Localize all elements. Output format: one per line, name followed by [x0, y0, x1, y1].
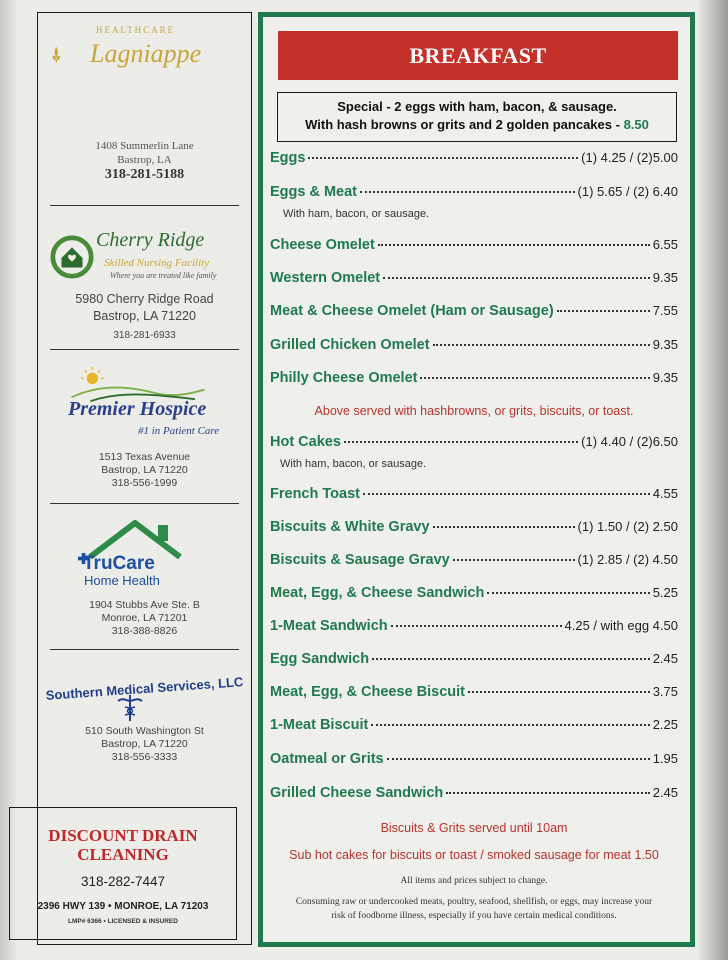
- menu-item-price: 6.55: [652, 237, 678, 252]
- sponsor-divider: [50, 649, 239, 650]
- menu-item-price: 4.25 / with egg 4.50: [564, 618, 678, 633]
- dot-leader: [387, 758, 650, 760]
- eggs-meat-note: With ham, bacon, or sausage.: [283, 208, 430, 220]
- menu-item-name: 1-Meat Sandwich: [270, 618, 388, 634]
- menu-item-price: 9.35: [652, 270, 678, 285]
- menu-item-price: 3.75: [652, 684, 678, 699]
- dot-leader: [378, 244, 650, 246]
- premier-phone: 318-556-1999: [111, 477, 178, 489]
- menu-item-price: 5.25: [652, 585, 678, 600]
- menu-item: [270, 618, 678, 640]
- menu-item-price: 2.45: [652, 785, 678, 800]
- menu-item: [270, 585, 678, 607]
- menu-item: [270, 434, 678, 456]
- page-shadow-right: [698, 0, 728, 960]
- menu-item-name: Oatmeal or Grits: [270, 751, 384, 767]
- menu-item-name: Biscuits & White Gravy: [270, 519, 430, 535]
- menu-item-price: (1) 5.65 / (2) 6.40: [577, 184, 678, 199]
- dot-leader: [360, 191, 575, 193]
- dot-leader: [487, 592, 649, 594]
- hot-cakes-note: With ham, bacon, or sausage.: [280, 458, 427, 470]
- menu-item-name: 1-Meat Biscuit: [270, 717, 369, 733]
- southern-medical-logo-name: Southern Medical Services, LLC: [45, 674, 244, 703]
- menu-item: [270, 785, 678, 807]
- trucare-logo-name: TruCare: [83, 553, 155, 574]
- special-line-2: With hash browns or grits and 2 golden pancakes - 8.50: [305, 117, 649, 132]
- trucare-phone: 318-388-8826: [111, 625, 178, 637]
- fine-print-2: Consuming raw or undercooked meats, poultry, seafood, shellfish, or eggs, may increase your: [295, 897, 653, 907]
- menu-item-price: 4.55: [652, 486, 678, 501]
- menu-item: [270, 337, 678, 359]
- menu-item-name: Grilled Chicken Omelet: [270, 337, 430, 353]
- menu-item: [270, 237, 678, 259]
- drain-title-2: CLEANING: [77, 845, 169, 864]
- menu-item: [270, 150, 678, 172]
- menu-item-name: Eggs: [270, 150, 306, 166]
- premier-address-1: 1513 Texas Avenue: [98, 451, 191, 463]
- trucare-sub: Home Health: [84, 573, 160, 588]
- sponsor-divider: [50, 205, 239, 206]
- menu-item-price: 9.35: [652, 370, 678, 385]
- menu-item: [270, 751, 678, 773]
- caduceus-icon: [115, 693, 145, 723]
- menu-item-name: Eggs & Meat: [270, 184, 358, 200]
- dot-leader: [446, 792, 649, 794]
- fine-print-3: risk of foodborne illness, especially if you have certain medical conditions.: [331, 911, 617, 921]
- dot-leader: [383, 277, 650, 279]
- cherry-ridge-sub: Skilled Nursing Facility: [104, 257, 210, 269]
- cherry-ridge-phone: 318-281-6933: [113, 330, 176, 341]
- special-price: 8.50: [623, 117, 649, 132]
- menu-item-name: Philly Cheese Omelet: [270, 370, 418, 386]
- lagniappe-phone: 318-281-5188: [104, 167, 185, 182]
- menu-item: [270, 552, 678, 574]
- drain-address: 2396 HWY 139 • MONROE, LA 71203: [37, 901, 209, 912]
- menu-item: [270, 303, 678, 325]
- sponsor-divider: [50, 503, 239, 504]
- lagniappe-address-1: 1408 Summerlin Lane: [95, 140, 194, 152]
- cherry-ridge-address-1: 5980 Cherry Ridge Road: [75, 292, 214, 306]
- menu-item-price: 7.55: [652, 303, 678, 318]
- trucare-address-2: Monroe, LA 71201: [101, 612, 188, 624]
- menu-item-name: Meat, Egg, & Cheese Biscuit: [270, 684, 465, 700]
- house-heart-icon: [50, 235, 94, 279]
- sponsor-column: [37, 12, 252, 945]
- special-line-1: Special - 2 eggs with ham, bacon, & sausage.: [337, 99, 617, 114]
- menu-item-name: Meat & Cheese Omelet (Ham or Sausage): [270, 303, 554, 319]
- dot-leader: [433, 344, 650, 346]
- trucare-address-1: 1904 Stubbs Ave Ste. B: [89, 599, 200, 611]
- menu-item: [270, 519, 678, 541]
- dot-leader: [308, 157, 578, 159]
- southern-address-1: 510 South Washington St: [85, 725, 204, 737]
- menu-item: [270, 651, 678, 673]
- menu-item-name: Hot Cakes: [270, 434, 341, 450]
- breakfast-title: BREAKFAST: [278, 31, 678, 80]
- southern-phone: 318-556-3333: [111, 751, 178, 763]
- cherry-ridge-tagline: Where you are treated like family: [110, 271, 217, 280]
- lagniappe-top-word: HEALTHCARE: [96, 25, 176, 35]
- cherry-ridge-logo-name: Cherry Ridge: [96, 229, 205, 251]
- menu-item: [270, 486, 678, 508]
- menu-item-name: Western Omelet: [270, 270, 381, 286]
- menu-item: [270, 370, 678, 392]
- drain-phone: 318-282-7447: [80, 874, 166, 889]
- menu-item-name: Egg Sandwich: [270, 651, 370, 667]
- menu-item: [270, 684, 678, 706]
- menu-item-price: (1) 4.25 / (2)5.00: [581, 150, 678, 165]
- dot-leader: [433, 526, 575, 528]
- cherry-ridge-address-2: Bastrop, LA 71220: [93, 309, 196, 323]
- menu-item-name: Cheese Omelet: [270, 237, 375, 253]
- dot-leader: [371, 724, 649, 726]
- dot-leader: [420, 377, 649, 379]
- drain-title-1: DISCOUNT DRAIN: [48, 826, 198, 845]
- menu-item-price: 1.95: [652, 751, 678, 766]
- dot-leader: [344, 441, 578, 443]
- drain-license: LMP# 6366 • LICENSED & INSURED: [68, 918, 178, 925]
- menu-item-price: 9.35: [652, 337, 678, 352]
- menu-item: [270, 717, 678, 739]
- menu-item: [270, 184, 678, 206]
- footer-note-1: Biscuits & Grits served until 10am: [380, 821, 568, 835]
- menu-item-price: (1) 4.40 / (2)6.50: [581, 434, 678, 449]
- southern-address-2: Bastrop, LA 71220: [101, 738, 188, 750]
- dot-leader: [453, 559, 575, 561]
- menu-item-name: Biscuits & Sausage Gravy: [270, 552, 450, 568]
- served-with-note: Above served with hashbrowns, or grits, biscuits, or toast.: [314, 404, 634, 418]
- menu-item-name: French Toast: [270, 486, 360, 502]
- dot-leader: [363, 493, 650, 495]
- menu-item-price: 2.25: [652, 717, 678, 732]
- premier-address-2: Bastrop, LA 71220: [101, 464, 188, 476]
- dot-leader: [391, 625, 562, 627]
- lagniappe-address-2: Bastrop, LA: [117, 154, 172, 166]
- premier-hospice-tagline: #1 in Patient Care: [138, 425, 220, 437]
- menu-item: [270, 270, 678, 292]
- dot-leader: [557, 310, 650, 312]
- discount-drain-ad: [9, 807, 237, 940]
- sponsor-divider: [50, 349, 239, 350]
- lagniappe-logo-name: Lagniappe: [90, 39, 202, 68]
- menu-item-price: (1) 1.50 / (2) 2.50: [577, 519, 678, 534]
- premier-hospice-logo-name: Premier Hospice: [68, 398, 207, 420]
- special-box: [277, 92, 677, 142]
- dot-leader: [468, 691, 650, 693]
- menu-item-name: Meat, Egg, & Cheese Sandwich: [270, 585, 485, 601]
- footer-note-2: Sub hot cakes for biscuits or toast / smoked sausage for meat 1.50: [289, 848, 659, 862]
- menu-item-price: (1) 2.85 / (2) 4.50: [577, 552, 678, 567]
- dot-leader: [372, 658, 650, 660]
- fine-print-1: All items and prices subject to change.: [400, 876, 548, 886]
- menu-item-name: Grilled Cheese Sandwich: [270, 785, 444, 801]
- menu-item-price: 2.45: [652, 651, 678, 666]
